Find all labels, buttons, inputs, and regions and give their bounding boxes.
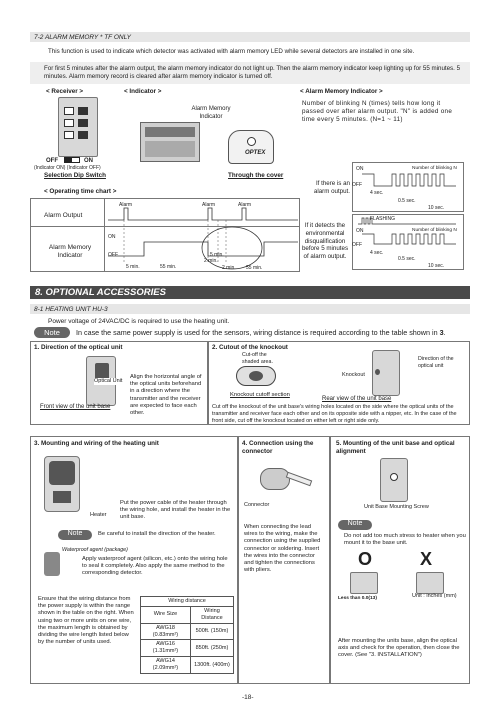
heating-note-text-c: .: [443, 328, 446, 337]
wiring-cell: 850ft. (250m): [190, 640, 233, 657]
tc-alarm-1: Alarm: [119, 202, 133, 208]
time-chart-row1-label: Alarm Output: [44, 212, 83, 219]
memory-note-text: For first 5 minutes after the alarm output, the alarm memory indicator do not light up. Then the alarm memory indicator keep lighting up for 55 minutes. 5 minutes. Alarm memory record is cleared after alarm memory indicator is turned off.: [44, 65, 461, 80]
cover-brand: OPTEX: [245, 150, 266, 156]
step3-unit-with-heater: [44, 456, 80, 512]
heating-power: Power voltage of 24VAC/DC is required to use the heating unit.: [48, 318, 230, 325]
tc-55min-b: 55 min.: [246, 265, 263, 271]
wiring-table-caption: Wiring distance: [141, 597, 234, 607]
step2-unit-base: [372, 350, 400, 396]
heating-title: 8-1 HEATING UNIT HU-3: [34, 306, 108, 313]
step5-less-label: Less than 0.0(13): [338, 596, 377, 601]
receiver-title: < Receiver >: [46, 88, 84, 95]
indicator-states: (Indicator ON) (Indicator OFF): [34, 165, 101, 171]
tc-5min-b: 5 min.: [210, 252, 224, 258]
wiring-cell: AWG18 (0.83mm²): [141, 623, 191, 640]
case2-on: ON: [356, 228, 364, 234]
tc-alarm-2: Alarm: [202, 202, 216, 208]
wiring-table-header: Wire Size: [141, 606, 191, 623]
selection-dip-switch-label: Selection Dip Switch: [44, 172, 106, 179]
step5-ng-mark: X: [420, 549, 433, 569]
case2-05sec: 0.5 sec.: [398, 256, 416, 262]
step5-unit-label: Unit : inches (mm): [412, 593, 457, 599]
step4-text: When connecting the lead wires to the wiring, make the connection using the supplied connector or soldering. Insert the wires into the connector and tighten the connections with pliers.: [244, 524, 321, 574]
receiver-illustration: [58, 97, 98, 157]
step3-wiring-text: Ensure that the wiring distance from the power supply is within the range shown in the table on the right. When using two or more units on one wire, the maximum length is obtained by dividing the wire length listed below by the number of units used.: [38, 596, 134, 646]
step3-text: Put the power cable of the heater through the wiring hole, and install the heater in the unit base.: [120, 500, 231, 521]
step5-ok-mark: O: [358, 549, 373, 569]
step2-knockout: Knockout: [342, 372, 365, 378]
step3-pkg-icon: [44, 552, 60, 576]
step3-pkg-text: Apply waterproof agent (silicon, etc.) onto the wiring hole to seal it completely. Also apply the same method to the corresponding detector.: [82, 556, 228, 577]
case1-n-label: Number of blinking N: [412, 166, 457, 171]
ami-text: Number of blinking N (times) tells how long it passed over after alarm output. "N" is added one time every 5 minutes. (N=1 ~ 11): [302, 100, 453, 123]
step5-ok-illustration: [350, 572, 378, 594]
case2-text: If it detects the environmental disqualification before 5 minutes of alarm output.: [301, 222, 349, 260]
table-row: [141, 657, 234, 674]
section-8-banner: [30, 286, 470, 299]
dip-switch-icon: [64, 157, 80, 163]
step3-pkg-label: Waterproof agent (package): [62, 547, 128, 553]
case2-4sec: 4 sec.: [370, 250, 384, 256]
intro-text: This function is used to indicate which detector was activated with alarm memory LED while several detectors are installed in one site.: [48, 48, 415, 55]
section-title-7-2: 7-2 ALARM MEMORY * TF ONLY: [34, 34, 131, 41]
case2-10sec: 10 sec.: [428, 263, 445, 269]
indicator-board: [140, 122, 200, 162]
step4-connector-label: Connector: [244, 502, 270, 508]
heating-note-text-a: In case the same power supply is used for the sensors, wiring distance is required according to the table shown in: [76, 328, 440, 337]
step2-cutoff: Cut-off the shaded area.: [242, 352, 273, 365]
case2-off: OFF: [352, 242, 362, 248]
heating-note-text-b: 3: [439, 328, 444, 337]
tc-on: ON: [108, 234, 116, 240]
step3-title: 3. Mounting and wiring of the heating unit: [34, 440, 159, 447]
time-chart-plot: [104, 198, 300, 272]
dip-off-label: OFF: [46, 158, 58, 164]
step2-text: Cut off the knockout of the unit base's wiring holes located on the side where the optical units of the transmitter and receiver face each other and on its opposite side with a nipper, etc. In the case of the front side, cut off the knockout located on either left or right side only.: [212, 404, 457, 424]
case1-4sec: 4 sec.: [370, 190, 384, 196]
tc-off: OFF: [108, 252, 118, 258]
step4-connector-illustration: [256, 462, 314, 500]
step3-note-badge: Note: [58, 530, 92, 540]
through-cover-label: Through the cover: [228, 172, 284, 179]
case1-10sec: 10 sec.: [428, 205, 445, 211]
wiring-cell: 500ft. (150m): [190, 623, 233, 640]
wiring-cell: 1300ft. (400m): [190, 657, 233, 674]
case1-on: ON: [356, 166, 364, 172]
wiring-table-header: Wiring Distance: [190, 606, 233, 623]
case1-05sec: 0.5 sec.: [398, 198, 416, 204]
time-chart-title: < Operating time chart >: [44, 188, 117, 195]
step2-caption-left: Knockout cutoff section: [230, 392, 290, 398]
step2-direction: Direction of the optical unit: [418, 356, 454, 369]
case2-n-label: Number of blinking N: [412, 228, 457, 233]
tc-55min: 55 min.: [160, 264, 177, 270]
heating-note-text: [76, 328, 446, 337]
tc-alarm-3: Alarm: [238, 202, 252, 208]
tc-2min-b: 2 min.: [222, 265, 236, 271]
step5-note-badge: Note: [338, 520, 372, 530]
step5-unit-base: [380, 458, 408, 502]
case1-text: If there is an alarm output.: [313, 180, 350, 195]
step3-heater-label: Heater: [90, 512, 107, 518]
tc-2min: 2 min.: [204, 258, 218, 264]
step2-knockout-detail: [236, 366, 276, 386]
step1-caption: Front view of the unit base: [40, 404, 111, 410]
indicator-callout: Alarm Memory Indicator: [191, 106, 231, 120]
step5-screw-label: Unit Base Mounting Screw: [364, 504, 429, 510]
ami-title: < Alarm Memory Indicator >: [300, 88, 383, 95]
case2-flashing: FLASHING: [370, 216, 396, 222]
step5-ng-illustration: [416, 572, 444, 594]
step5-title: 5. Mounting of the unit base and optical alignment: [336, 440, 455, 455]
step2-title: 2. Cutout of the knockout: [212, 344, 288, 351]
step3-note-text: Be careful to install the direction of the heater.: [98, 531, 216, 537]
cover-illustration: [228, 130, 274, 164]
tc-5min: 5 min.: [126, 264, 140, 270]
wiring-cell: AWG14 (2.09mm²): [141, 657, 191, 674]
wiring-cell: AWG16 (1.31mm²): [141, 640, 191, 657]
case1-off: OFF: [352, 182, 362, 188]
step5-note-text: Do not add too much stress to heater when you mount it to the base unit.: [344, 533, 466, 547]
indicator-title: < Indicator >: [124, 88, 162, 95]
table-row: [141, 640, 234, 657]
wiring-table: [140, 596, 234, 674]
step1-title: 1. Direction of the optical unit: [34, 344, 123, 351]
section-8-title: 8. OPTIONAL ACCESSORIES: [35, 287, 166, 298]
step2-caption-right: Rear view of the unit base: [322, 396, 392, 402]
step1-text: Align the horizontal angle of the optical units beforehand in a direction where the transmitter and the receiver are expected to face each other.: [130, 374, 202, 417]
dip-on-label: ON: [84, 158, 93, 164]
time-chart-row2-label: Alarm Memory Indicator: [48, 244, 92, 260]
step4-title: 4. Connection using the connector: [242, 440, 314, 455]
table-row: [141, 623, 234, 640]
page-number: -18-: [242, 694, 254, 701]
step1-callout: Optical Unit: [94, 378, 123, 384]
heating-note-badge: Note: [34, 327, 70, 338]
step5-text: After mounting the units base, align the optical axis and check for the operation, then close the cover. (See "3. INSTALLATION"): [338, 638, 460, 659]
